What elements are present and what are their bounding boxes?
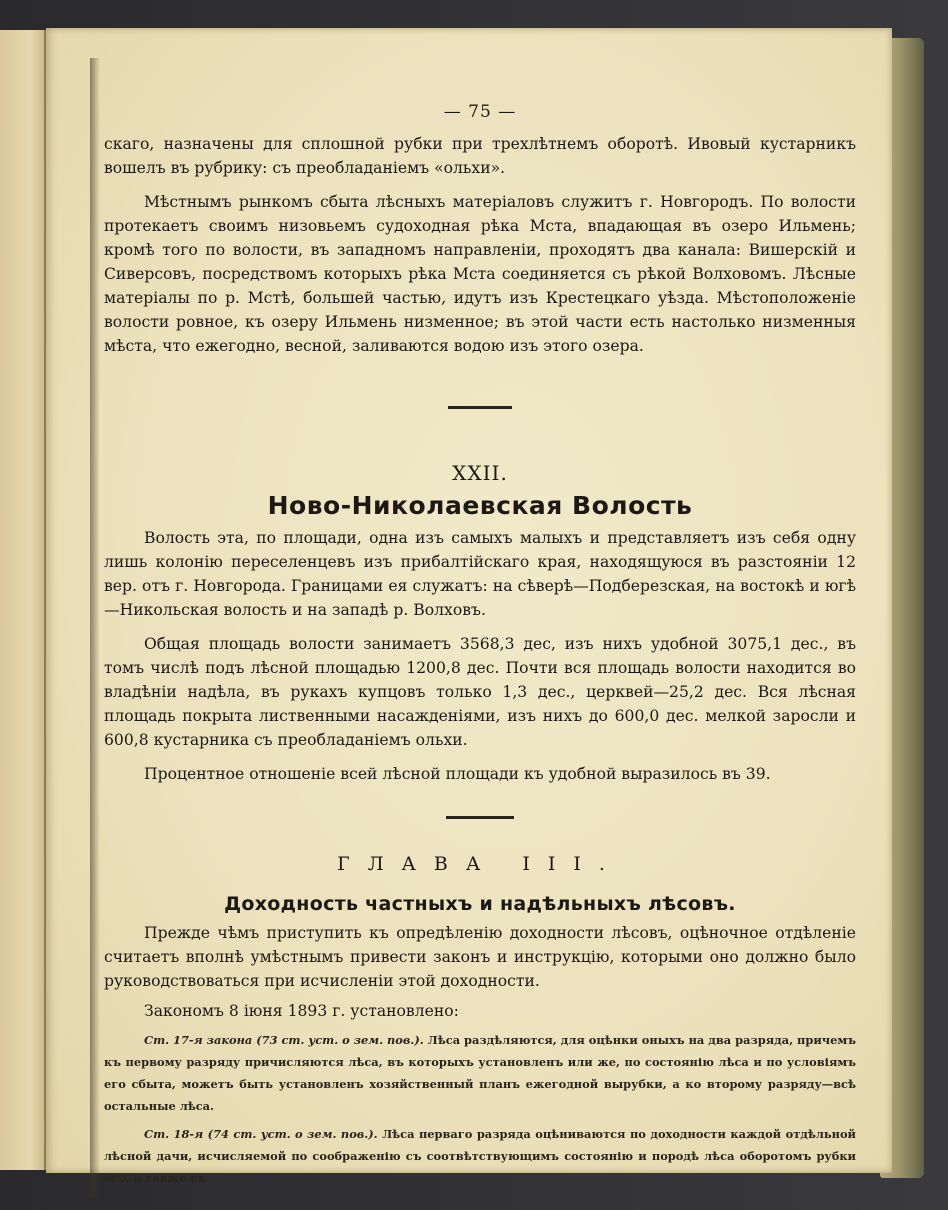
section-title: Ново-Николаевская Волость (267, 491, 693, 520)
law-article-17-text: Лѣса раздѣляются, для оцѣнки оныхъ на два разряда, причемъ къ первому разряду причисляются лѣса, въ которыхъ установленъ или же, по состоянію лѣса и по условіямъ его сбыта, можетъ быть установленъ хозяйственный планъ ежегодной вырубки, а ко второму разряду—всѣ остальные лѣса. (104, 1033, 857, 1113)
chapter-label: ГЛАВА III. (337, 853, 623, 875)
chapter-title: Доходность частныхъ и надѣльныхъ лѣсовъ. (224, 893, 736, 915)
section-number: XXII. (452, 461, 508, 485)
section-divider (448, 406, 512, 409)
page-content (104, 102, 856, 1189)
left-page-edge (0, 30, 46, 1170)
law-article-18-ref: Ст. 18-я (74 ст. уст. о зем. пов.). (144, 1127, 378, 1141)
section-paragraph-1: Волость эта, по площади, одна изъ самыхъ малыхъ и представляетъ изъ себя одну лишь колонію переселенцевъ изъ прибалтійскаго края, находящуюся въ разстояніи 12 вер. отъ г. Новгорода. Границами ея служатъ: на сѣверѣ—Подберезская, на востокѣ и югѣ—Никольская волость и на западѣ р. Волховъ. (104, 529, 856, 619)
law-article-18 (104, 1123, 856, 1189)
law-article-17-ref: Ст. 17-я закона (73 ст. уст. о зем. пов.). (144, 1033, 424, 1047)
paragraph-market: Мѣстнымъ рынкомъ сбыта лѣсныхъ матеріаловъ служитъ г. Новгородъ. По волости протекаетъ своимъ низовьемъ судоходная рѣка Мста, впадающая въ озеро Ильмень; кромѣ того по волости, въ западномъ направленіи, проходятъ два канала: Вишерскій и Сиверсовъ, посредствомъ которыхъ рѣка Мста соединяется съ рѣкой Волховомъ. Лѣсные матеріалы по р. Мстѣ, большей частью, идутъ изъ Крестецкаго уѣзда. Мѣстоположеніе волости ровное, къ озеру Ильмень низменное; въ этой части есть настолько низменныя мѣста, что ежегодно, весной, заливаются водою изъ этого озера. (104, 193, 856, 355)
chapter-paragraph-2: Закономъ 8 іюня 1893 г. установлено: (144, 1002, 459, 1020)
chapter-divider (446, 816, 514, 819)
book-page (46, 28, 892, 1185)
section-paragraph-3: Процентное отношеніе всей лѣсной площади къ удобной выразилось въ 39. (144, 765, 771, 783)
chapter-paragraph-1: Прежде чѣмъ приступить къ опредѣленію доходности лѣсовъ, оцѣночное отдѣленіе считаетъ вполнѣ умѣстнымъ привести законъ и инструкцію, которыми оно должно было руководствоваться при исчисленіи этой доходности. (104, 924, 856, 990)
law-article-17 (104, 1029, 856, 1117)
paragraph-continuation: скаго, назначены для сплошной рубки при трехлѣтнемъ оборотѣ. Ивовый кустарникъ вошелъ въ рубрику: съ преобладаніемъ «ольхи». (104, 135, 856, 177)
section-paragraph-2: Общая площадь волости занимаетъ 3568,3 дес, изъ нихъ удобной 3075,1 дес., въ томъ числѣ подъ лѣсной площадью 1200,8 дес. Почти вся площадь волости находится во владѣніи надѣла, въ рукахъ купцовъ только 1,3 дес., церквей—25,2 дес. Вся лѣсная площадь покрыта лиственными насажденіями, изъ нихъ до 600,0 дес. мелкой заросли и 600,8 кустарника съ преобладаніемъ ольхи. (104, 635, 856, 749)
page-number: — 75 — (443, 102, 517, 122)
spine-shadow (90, 58, 100, 1198)
law-article-18-text: Лѣса перваго разряда оцѣниваются по доходности каждой отдѣльной лѣсной дачи, исчисляемой по соображенію съ соотвѣтствующимъ состоянію и породѣ лѣса оборотомъ рубки его, а также съ (104, 1127, 856, 1185)
